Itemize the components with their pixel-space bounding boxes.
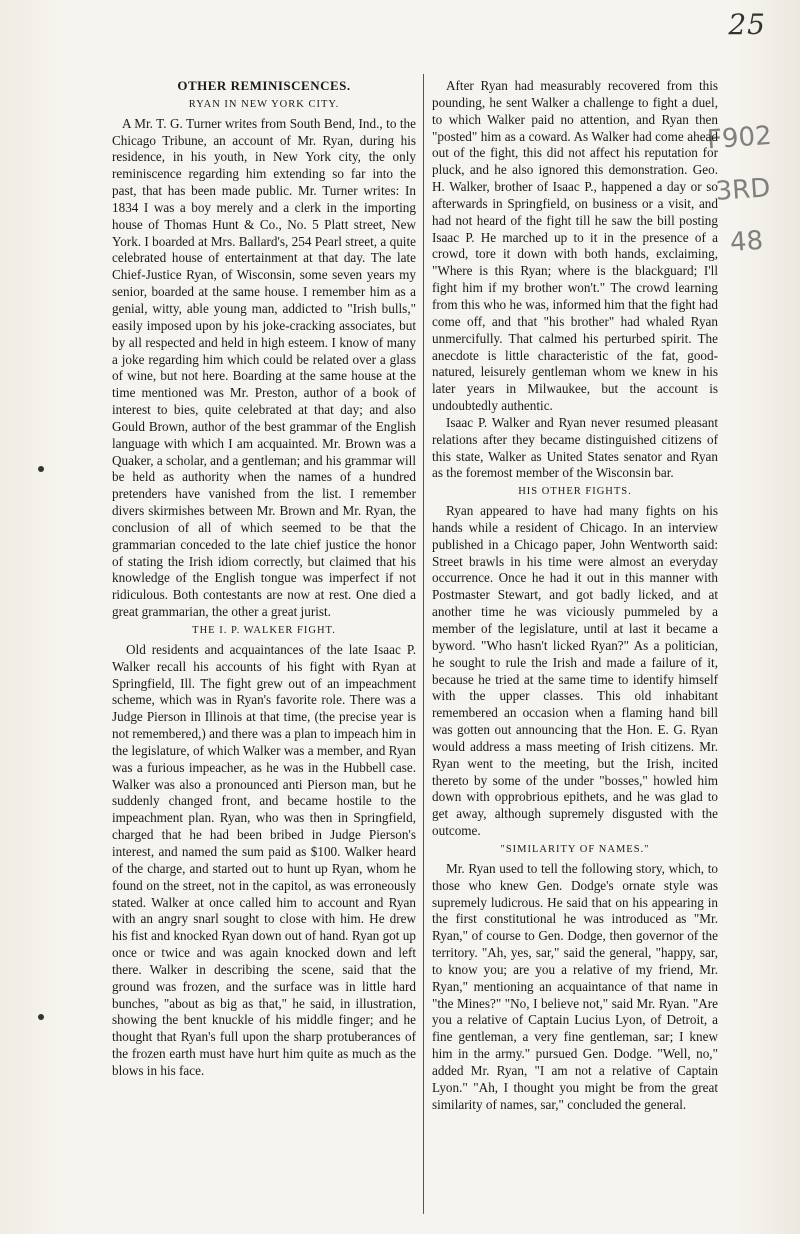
punch-hole-mark xyxy=(38,466,44,472)
punch-hole-mark xyxy=(38,1014,44,1020)
paragraph-new-york: A Mr. T. G. Turner writes from South Bend, Ind., to the Chicago Tribune, an account of Mr. Ryan, during his residence, in his youth, in New York city, the only reminiscence regarding him extending so far into the past, that has been made public. Mr. Turner writes: In 1834 I was a boy merely and a clerk in the importing house of Thomas Hunt & Co., No. 5 Platt street, New York. I boarded at Mrs. Ballard's, 254 Pearl street, a quite celebrated house of entertainment at that day. The late Chief-Justice Ryan, of Wisconsin, some seven years my senior, boarded at the same house. I remember him as a genial, witty, able young man, addicted to "Irish bulls," easily imposed upon by his joke-cracking associates, but by all respected and held in high esteem. I know of many a joke regarding him which could be related over a glass of wine, but not here. Boarding at the same house at the time mentioned was Mr. Preston, author of a book of interest to bies, quite celebrated at that day; and also Gould Brown, author of the best grammar of the English language with which I am acquainted. Mr. Brown was a Quaker, a scholar, and a gentleman; and his grammar will be held as authority when the names of a hundred pretenders have vanished from the list. I remember divers skirmishes between Mr. Brown and Mr. Ryan, the conclusion of all of which seemed to be that the grammarian conceded to the late chief justice the honor of stating the Irish idiom correctly, but claimed that his knowledge of the English tongue was imperfect if not ridiculous. Both contestants are now at rest. One died a great grammarian, the other a great jurist. xyxy=(112,115,416,620)
paragraph-similarity-of-names: Mr. Ryan used to tell the following story, which, to those who knew Gen. Dodge's ornate style was supremely ludicrous. He said that on his appearing in the first constitutional he was introduced as "Mr. Ryan," of course to Gen. Dodge, then governor of the territory. "Ah, yes, sar," said the general, "happy, sar, to know you; are you a relative of my friend, Mr. Ryan," mentioning an acquaintance of that name in "the Mines?" "No, I believe not," said Mr. Ryan. "Are you a relative of Captain Lucius Lyon, of Detroit, a fine gentleman, a very fine gentleman, sar; I knew him in the army." pursued Gen. Dodge. "Well, no," added Mr. Ryan, "I am not a relative of Captain Lyon." "Ah, I thought you might be from the great similarity of names, sar," concluded the general. xyxy=(432,860,718,1112)
paragraph-relations: Isaac P. Walker and Ryan never resumed pleasant relations after they became distinguished citizens of this state, Walker as United States senator and Ryan as the foremost member of the Wisconsin bar. xyxy=(432,414,718,481)
paragraph-duel-challenge: After Ryan had measurably recovered from this pounding, he sent Walker a challenge to fight a duel, to which Walker paid no attention, and Ryan then "posted" him as a coward. As Walker had come ahead out of the fight, this did not affect his reputation for pluck, and he also ignored this demonstration. Geo. H. Walker, brother of Isaac P., happened a day or so afterwards in Springfield, on business or a visit, and had not heard of the fight till he saw the bill posting Isaac P. He marched up to it in the presence of a crowd, tore it down with both hands, exclaiming, "Where is this Ryan; where is the blackguard; I'll fight him if my brother won't." The crowd learning from this who he was, informed him that the fight had come off, and that "his brother" had whaled Ryan unmercifully. That calmed his perturbed spirit. The anecdote is little characteristic of the fat, good-natured, leisurely gentleman whom we knew in his later years in Milwaukee, but the account is undoubtedly authentic. xyxy=(432,78,718,414)
article-title: OTHER REMINISCENCES. xyxy=(177,78,351,93)
paragraph-other-fights: Ryan appeared to have had many fights on his hands while a resident of Chicago. In an interview published in a Chicago paper, John Wentworth said: Street brawls in his time were almost an everyday occurrence. Once he had it out in this manner with Postmaster Stewart, and got badly licked, and at another time he was viciously pummeled by a member of the legislature, until at last it became a byword. "Who hasn't licked Ryan?" As a politician, he sought to rule the Irish and made a failure of it, because he tried at the same time to identify himself with the upper classes. This old inhabitant remembered an occasion when a flaming hand bill was gotten out announcing that the Hon. E. G. Ryan would address a mass meeting of Irish citizens. Mr. Ryan went to the meeting, but the Irish, incited thereto by some of the under "bosses," howled him down with opprobrious epithets, and he was glad to get away, although supremely disgusted with the outcome. xyxy=(432,503,718,839)
margin-note-1: F902 xyxy=(706,120,773,156)
page-bottom-fade xyxy=(112,1212,712,1232)
right-column xyxy=(432,78,718,1113)
left-column xyxy=(112,78,416,1080)
margin-note-2: 3RD xyxy=(714,173,772,207)
section-heading-similarity-of-names: "SIMILARITY OF NAMES." xyxy=(500,843,650,855)
page-number: 25 xyxy=(728,8,766,41)
column-divider xyxy=(423,74,424,1214)
section-heading-other-fights: HIS OTHER FIGHTS. xyxy=(518,486,632,498)
section-heading-walker-fight: THE I. P. WALKER FIGHT. xyxy=(192,625,336,636)
paragraph-walker-fight: Old residents and acquaintances of the late Isaac P. Walker recall his accounts of his fight with Ryan at Springfield, Ill. The fight grew out of an impeachment scheme, which was in Ryan's favorite role. There was a Judge Pierson in Illinois at that time, (the precise year is not remembered,) and there was a plan to impeach him in the legislature, of which Walker was a member, and Ryan was a furious impeacher, as he was in the Hubbell case. Walker was also a pronounced anti Pierson man, but he suddenly changed front, and became hostile to the impeachment plan. Ryan, who was then in Springfield, charged that he had been bribed in Judge Pierson's interest, and named the sum paid as $100. Walker heard of the charge, and started out to hunt up Ryan, whom he found on the street, not in the capitol, as was erroneously stated. Walker at once called him to account and Ryan with an angry snarl sought to close with him. He drew his fist and knocked Ryan down out of hand. Ryan got up once or twice and was again knocked down and left there. Walker in describing the scene, said that the ground was frozen, and the surface was in little hard bunches, "about as big as that," he said, in illustration, showing the bent knuckle of his middle finger; and he thought that Ryan's full upon the sharp protuberances of the frozen earth must have hurt him quite as much as the blows in his face. xyxy=(112,641,416,1078)
margin-note-3: 48 xyxy=(729,225,765,258)
section-heading-new-york: RYAN IN NEW YORK CITY. xyxy=(188,98,340,110)
